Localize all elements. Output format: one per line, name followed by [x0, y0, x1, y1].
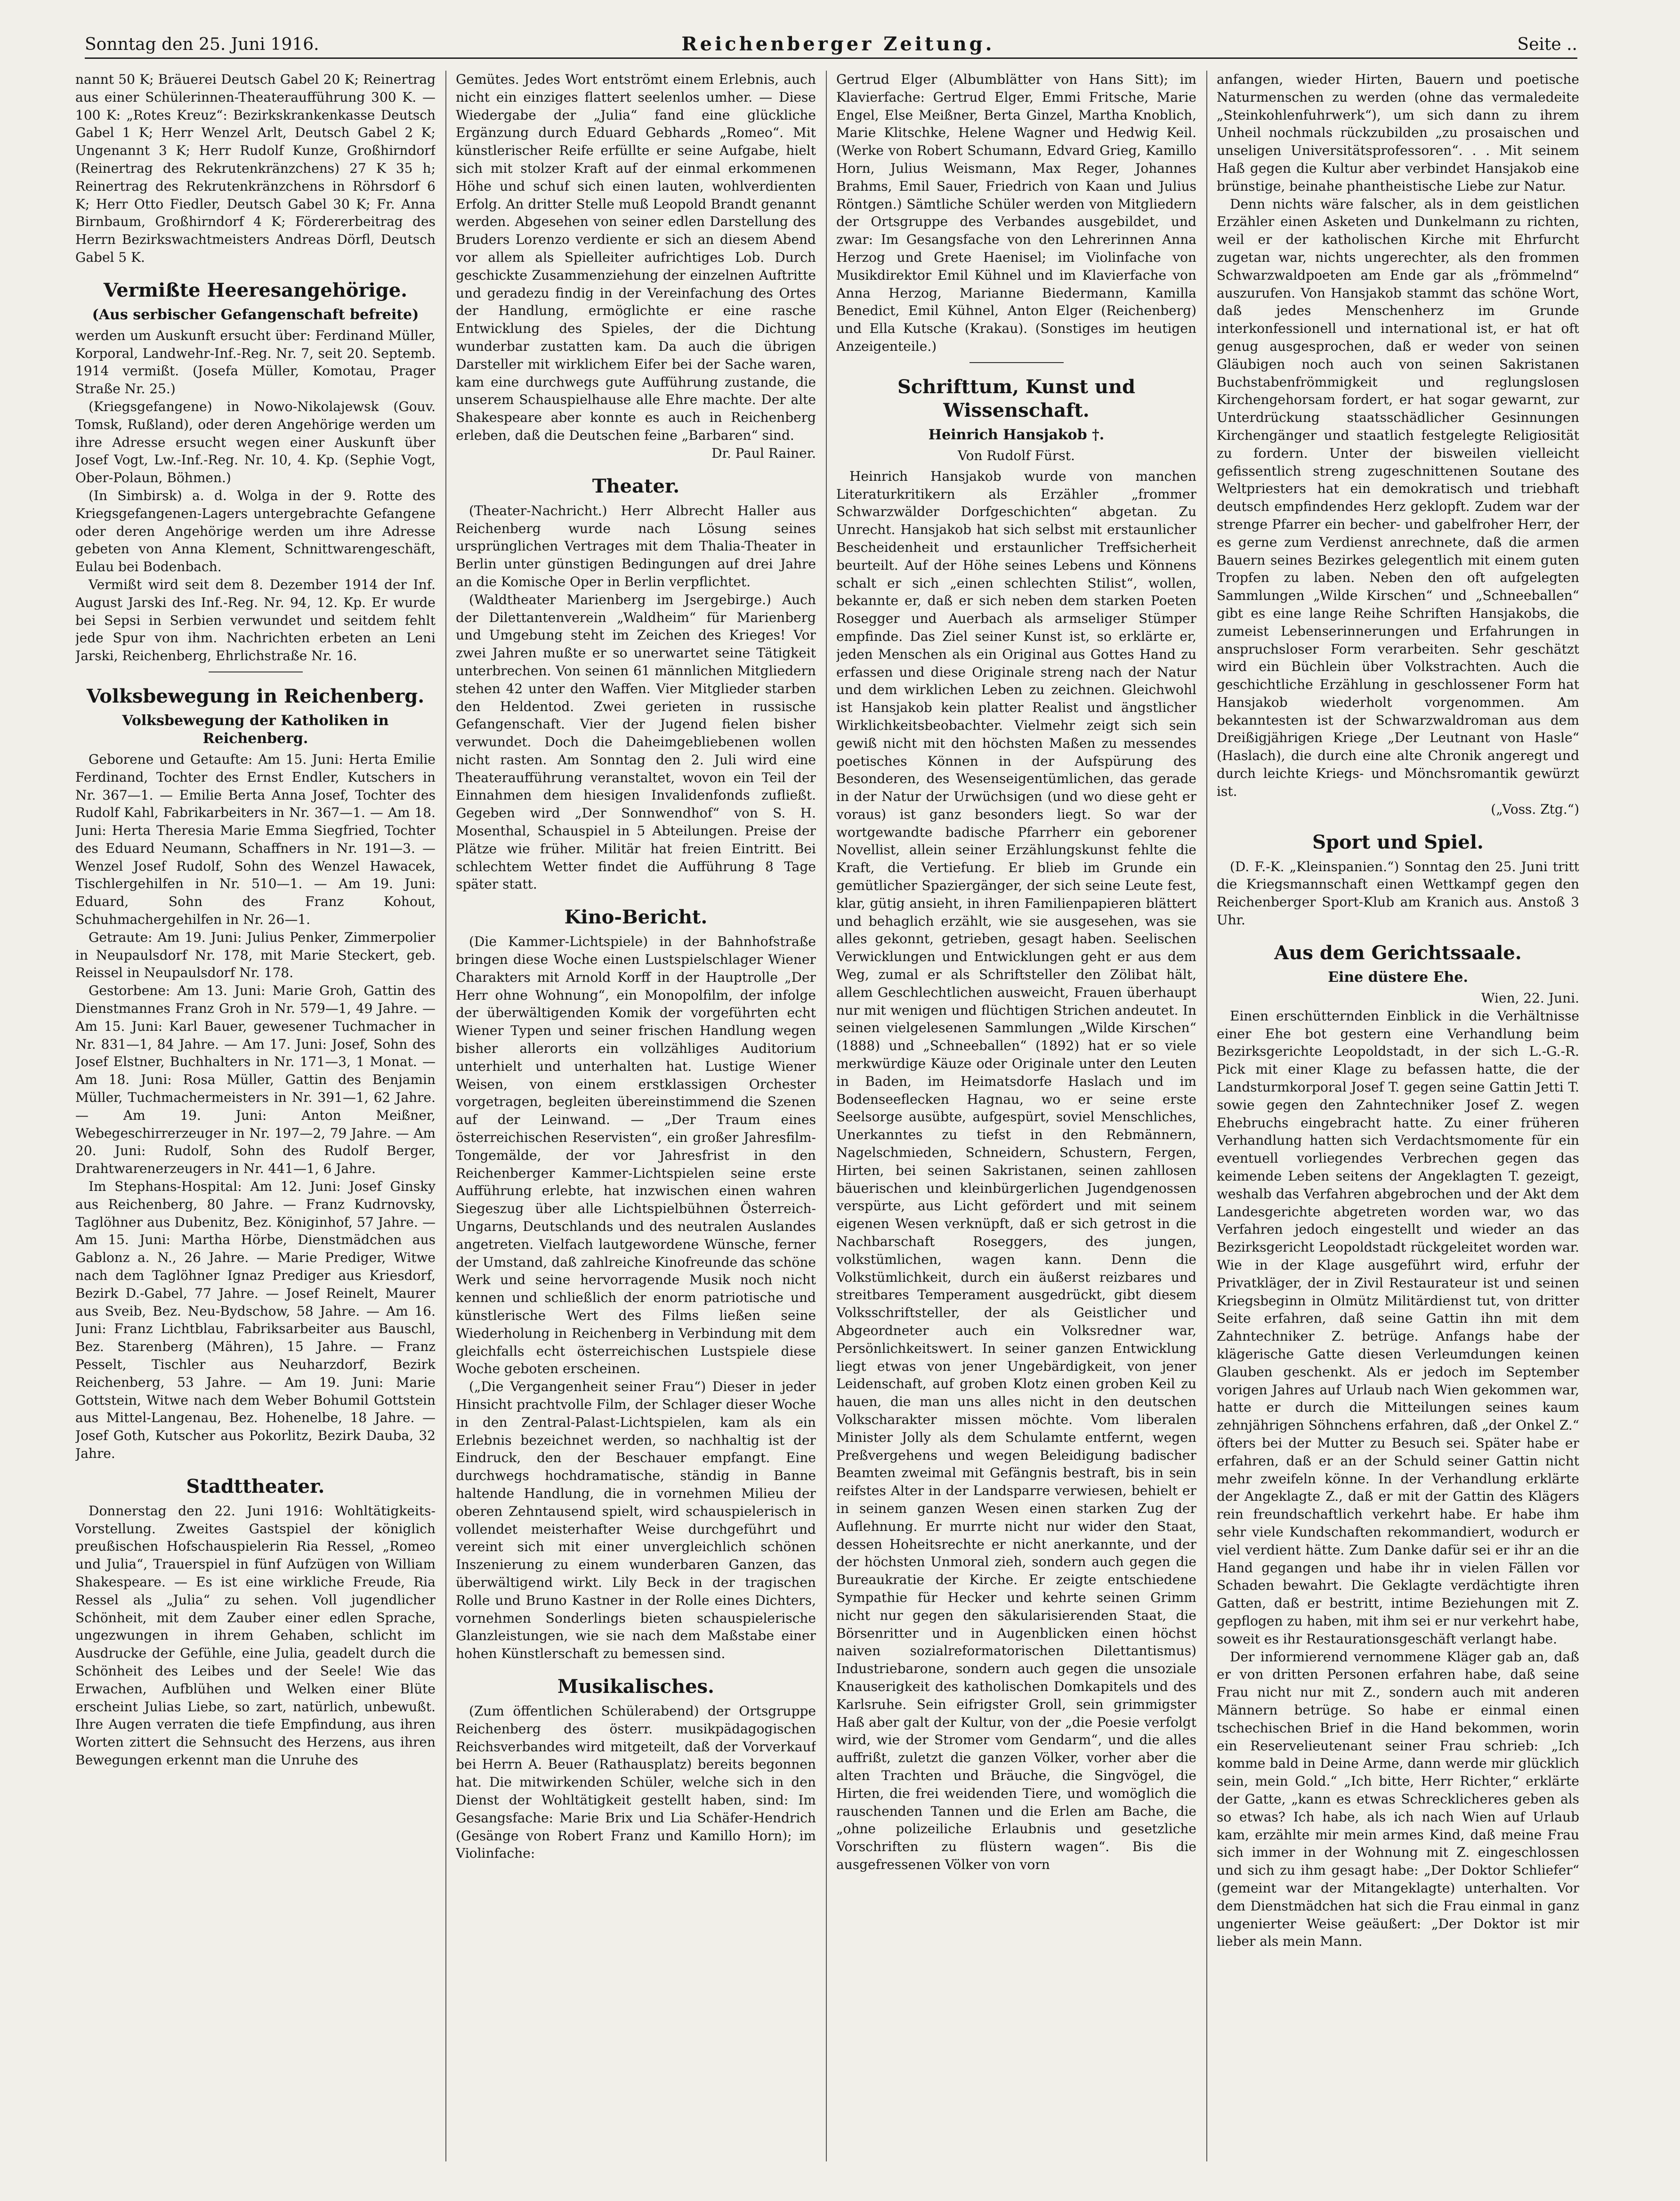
donation-list: nannt 50 K; Bräuerei Deutsch Gabel 20 K; Reinertrag aus einer Schülerinnen-Theateraufführung 300 K. — 100 K: „Rotes Kreuz“: Bezirkskrankenkasse Deutsch Gabel 1 K; Herr Wenzel Arlt, Deutsch Gabel 2 K; Ungenannt 3 K; Herr Rudolf Kunze, Großhirndorf (Reinertrag des Rekrutenkränzchens) 27 K 35 h; Reinertrag des Rekrutenkränzchens in Röhrsdorf 6 K; Herr Otto Fiedler, Deutsch Gabel 30 K; Fr. Anna Birnbaum, Großhirndorf 4 K; Fördererbeitrag des Herrn Bezirkswachtmeisters Andreas Dörfl, Deutsch Gabel 5 K.	[75, 72, 436, 265]
court-report: Der informierend vernommene Kläger gab an, daß er von dritten Personen erfahren habe, daß seine Frau nicht nur mit Z., sondern auch mit anderen Männern betrüge. So habe er einmal einen tschechischen Brief in die Hand bekommen, worin ein Reservelieutenant seiner Frau schrieb: „Ich komme bald in Deine Arme, dann werde mir glücklich sein, mein Gold.“ „Ich bitte, Herr Richter,“ erklärte der Gatte, „kann es etwas Schrecklicheres geben als so etwas? Ich habe, als ich nach Wien auf Urlaub kam, erzählte mir mein armes Kind, daß meine Frau sich immer in der Wohnung mit Z. eingeschlossen und sich zu ihm gesagt habe: „Der Doktor Schliefer“ (gemeint war der Mitangeklagte) unterhalten. Vor dem Dienstmädchen hat sich die Frau einmal in ganz ungenierter Weise geäußert: „Der Doktor ist mir lieber als mein Mann.	[1217, 1649, 1579, 1950]
theater-review-continued: Gemütes. Jedes Wort entströmt einem Erlebnis, auch nicht ein einziges flattert seelenlos umher. — Diese Wiedergabe der „Julia“ fand eine glückliche Ergänzung durch Eduard Gebhards „Romeo“. Mit künstlerischer Reife erfüllte er seine Aufgabe, hielt sich mit stolzer Kraft auf der einmal erkommenen Höhe und schuf sich einen lauten, wohlverdienten Erfolg. An dritter Stelle muß Leopold Brandt genannt werden. Abgesehen von seiner edlen Darstellung des Bruders Lorenzo verdiente er sich an diesem Abend vor allem als Spielleiter aufrichtiges Lob. Durch geschickte Zusammenziehung der einzelnen Auftritte und geradezu findig in der Vereinfachung des Ortes der Handlung, ermöglichte er eine rasche Entwicklung des Spieles, der die Dichtung wunderbar zustatten kam. Da auch die übrigen Darsteller mit wirklichem Eifer bei der Sache waren, kam eine durchwegs gute Aufführung zustande, die unserem Schauspielhause alle Ehre machte. Der alte Shakespeare aber konnte es auch in Reichenberg erleben, daß die Deutschen feine „Barbaren“ sind.	[456, 72, 816, 443]
subheading-catholic-population: Volksbewegung der Katholiken in Reichenberg.	[122, 712, 389, 747]
forest-theater-news: (Waldtheater Marienberg im Jsergebirge.) Auch der Dilettantenverein „Waldheim“ für Marienberg und Umgebung steht im Zeichen des Krieges! Vor zwei Jahren mußte er so unerwartet seine Tätigkeit unterbrechen. Von seinen 61 männlichen Mitgliedern stehen 42 unter den Waffen. Vier Mitglieder starben den Heldentod. Zwei gerieten in russische Gefangenschaft. Vier der Jugend fielen bisher verwundet. Doch die Daheimgebliebenen wollen nicht rasten. Am Sonntag den 2. Juli wird eine Theateraufführung veranstaltet, wovon ein Teil der Einnahmen dem hiesigen Invalidenfonds zufließt. Gegeben wird „Der Sonnwendhof“ von S. H. Mosenthal, Schauspiel in 5 Abteilungen. Preise der Plätze wie früher. Militär hat freien Eintritt. Bei schlechtem Wetter findet die Aufführung 8 Tage später statt.	[456, 591, 816, 892]
column-rule	[445, 71, 446, 2161]
hansjakob-article-continued: anfangen, wieder Hirten, Bauern und poetische Naturmenschen zu werden (ohne das vermaledeite „Steinkohlenfuhrwerk“), um sich dann zu ihrem Unheil nochmals rückzubilden „zu prosaischen und unseligen Universitätsprofessoren“. . . Mit seinem Haß gegen die Kultur aber verbindet Hansjakob eine brünstige, beinahe phantheistische Liebe zur Natur.	[1217, 72, 1579, 194]
article-source: („Voss. Ztg.“)	[1491, 801, 1579, 817]
hansjakob-article-continued: Denn nichts wäre falscher, als in dem geistlichen Erzähler einen Asketen und Dunkelmann zu richten, weil er der katholischen Kirche mit Ehrfurcht zugetan war, nichts ungerechter, als den frommen Schwarzwaldpoeten am Ende gar als „frömmelnd“ auszurufen. Von Hansjakob stammt das schöne Wort, daß jedes Menschenherz im Grunde interkonfessionell und international ist, er hat oft genug ausgesprochen, daß er weder von seinen Gläubigen noch auch von seinen Sakristanen Buchstabenfrömmigkeit und reglungslosen Kirchengehorsam fordert, er hat sogar gewarnt, zur Unterdrückung staatsschädlicher Gesinnungen Kirchengänger und staatlich festgelegte Religiosität zu fordern. Unter der bisweilen vielleicht gefissentlich streng zugeschnittenen Soutane des Weltpriesters hat ein demokratisch und triebhaft deutsch empfindendes Herz geklopft. Zudem war der strenge Pfarrer ein becher- und gabelfroher Herr, der es gerne zum Verdienst anrechnete, daß die armen Bauern seines Bezirkes gelegentlich mit einem guten Tropfen zu laben. Neben den oft aufgelegten Sammlungen „Wilde Kirschen“ und „Schneeballen“ gibt es eine lange Reihe Schriften Hansjakobs, die zumeist Lebenserinnerungen und Erfahrungen in anspruchsloser Form verarbeiten. Sehr geschätzt wird ein Büchlein über Volkstrachten. Auch die geschichtliche Erzählung in geschlossener Form hat Hansjakob wiederholt vorgenommen. Am bekanntesten ist der Schwarzwaldroman aus dem Dreißigjährigen Kriege „Der Leutnant von Hasle“ (Haslach), die durch eine alte Chronik angeregt und durch leichte Kriegs- und Mönchsromantik gewürzt ist.	[1217, 196, 1579, 799]
article-dateline: Wien, 22. Juni.	[1481, 990, 1579, 1006]
column-rule	[1206, 71, 1207, 2161]
births-list: Geborene und Getaufte: Am 15. Juni: Herta Emilie Ferdinand, Tochter des Ernst Endler, Kutschers in Nr. 367—1. — Emilie Berta Anna Josef, Tochter des Rudolf Kahl, Fabrikarbeiters in Nr. 367—1. — Am 18. Juni: Herta Theresia Marie Emma Siegfried, Tochter des Eduard Neumann, Schaffners in Nr. 191—3. — Wenzel Josef Rudolf, Sohn des Wenzel Hawacek, Tischlergehilfen in Nr. 510—1. — Am 19. Juni: Eduard, Sohn des Franz Kohout, Schuhmachergehilfen in Nr. 26—1.	[75, 751, 436, 928]
hospital-deaths-list: Im Stephans-Hospital: Am 12. Juni: Josef Ginsky aus Reichenberg, 80 Jahre. — Franz Kudrnovsky, Taglöhner aus Dubenitz, Bez. Königinhof, 57 Jahre. — Am 15. Juni: Martha Hörbe, Dienstmädchen aus Gablonz a. N., 26 Jahre. — Marie Prediger, Witwe nach dem Taglöhner Ignaz Prediger aus Kriesdorf, Bezirk D.-Gabel, 77 Jahre. — Josef Reinelt, Maurer aus Sveib, Bez. Neu-Bydschow, 58 Jahre. — Am 16. Juni: Franz Lichtblau, Fabriksarbeiter aus Bauschl, Bez. Starenberg (Mähren), 15 Jahre. — Franz Pesselt, Tischler aus Neuharzdorf, Bezirk Reichenberg, 53 Jahre. — Am 19. Juni: Marie Gottstein, Witwe nach dem Weber Bohumil Gottstein aus Mittel-Langenau, Bez. Hohenelbe, 18 Jahre. — Josef Goth, Kutscher aus Pokorlitz, Bezirk Dauba, 32 Jahre.	[75, 1179, 436, 1461]
section-heading-population: Volksbewegung in Reichenberg.	[86, 685, 425, 707]
column-4	[1217, 71, 1579, 2176]
section-heading-cinema: Kino-Bericht.	[564, 906, 708, 929]
missing-notice: (Kriegsgefangene) in Nowo-Nikolajewsk (Gouv. Tomsk, Rußland), oder deren Angehörige werden um ihre Adresse ersucht wegen einer Auskunft über Josef Vogt, Lw.-Inf.-Reg. Nr. 10, 4. Kp. (Sephie Vogt, Ober-Polaun, Böhmen.)	[75, 398, 436, 486]
theater-news: (Theater-Nachricht.) Herr Albrecht Haller aus Reichenberg wurde nach Lösung seines ursprünglichen Vertrages mit dem Thalia-Theater in Berlin unter günstigen Bedingungen auf drei Jahre an die Komische Oper in Berlin verpflichtet.	[456, 502, 816, 590]
missing-notice: (In Simbirsk) a. d. Wolga in der 9. Rotte des Kriegsgefangenen-Lagers untergebrachte Gefangene oder deren Angehörige werden um ihre Adresse gebeten von Anna Klement, Schnittwarengeschäft, Eulau bei Bodenbach.	[75, 487, 436, 575]
deaths-list: Gestorbene: Am 13. Juni: Marie Groh, Gattin des Dienstmannes Franz Groh in Nr. 579—1, 49 Jahre. — Am 15. Juni: Karl Bauer, gewesener Tuchmacher in Nr. 831—1, 84 Jahre. — Am 17. Juni: Josef, Sohn des Josef Elstner, Buchhalters in Nr. 171—3, 1 Monat. — Am 18. Juni: Rosa Müller, Gattin des Benjamin Müller, Tuchmachermeisters in Nr. 391—1, 62 Jahre. — Am 19. Juni: Anton Meißner, Webegeschirrerzeuger in Nr. 197—2, 79 Jahre. — Am 20. Juni: Rudolf, Sohn des Rudolf Berger, Drahtwarenerzeugers in Nr. 441—1, 6 Jahre.	[75, 983, 436, 1177]
section-heading-theater: Theater.	[592, 475, 680, 497]
section-heading-missing-soldiers: Vermißte Heeresangehörige.	[103, 279, 408, 301]
article-title-hansjakob: Heinrich Hansjakob †.	[928, 426, 1105, 443]
court-report: Einen erschütternden Einblick in die Verhältnisse einer Ehe bot gestern eine Verhandlung beim Bezirksgerichte Leopoldstadt, in der sich L.-G.-R. Pick mit einer Klage zu befassen hatte, die der Landsturmkorporal Josef T. gegen seine Gattin Jetti T. sowie gegen den Zahntechniker Josef Z. wegen Ehebruchs eingebracht hatte. Zu einer früheren Verhandlung hatten sich Verdachtsmomente für ein eventuell vorliegendes Verbrechen gegen das keimende Leben seitens der Angeklagten T. gezeigt, weshalb das Verfahren abgebrochen und der Akt dem Landesgerichte abgetreten worden war, wo das Verfahren jedoch eingestellt und wieder an das Bezirksgericht Leopoldstadt rückgeleitet worden war. Wie in der Klage ausgeführt wird, erfuhr der Privatkläger, der in Zivil Restaurateur ist und seinen Kriegsbeginn in Olmütz Militärdienst tut, von dritter Seite erfahren, daß seine Gattin ihn mit dem Zahntechniker Z. betrüge. Anfangs habe der klägerische Gatte diesen Verleumdungen keinen Glauben geschenkt. Als er jedoch im September vorigen Jahres auf Urlaub nach Wien gekommen war, hatte er durch die Mitteilungen seines kaum zehnjährigen Söhnchens erfahren, daß „der Onkel Z.“ öfters bei der Mutter zu Besuch sei. Später habe er erfahren, daß er an der Schuld seiner Gattin nicht mehr zweifeln könne. In der Verhandlung erklärte der Angeklagte Z., daß er mit der Gattin des Klägers rein freundschaftlich verkehrt habe. Er habe ihm sehr viele Kundschaften rekommandiert, wodurch er viel verdient hätte. Zum Danke dafür sei er ihr an die Hand gegangen und habe ihr in vielen Fällen vor Schaden bewahrt. Die Geklagte verdächtigte ihren Gatten, daß er bestritt, intime Beziehungen mit Z. gepflogen zu haben, mit ihm sei er nur verkehrt habe, soweit es ihr Restaurationsgeschäft verlangt habe.	[1217, 1008, 1579, 1647]
hansjakob-article: Heinrich Hansjakob wurde von manchen Literaturkritikern als Erzähler „frommer Schwarzwälder Dorfgeschichten“ abgetan. Zu Unrecht. Hansjakob hat sich selbst mit erstaunlicher Bescheidenheit und erstaunlicher Treffsicherheit beurteilt. Auf der Höhe seines Lebens und Könnens schalt er sich „einen schlechten Stilist“, wollen, bekannte er, daß er sich neben dem starken Poeten Rosegger und Auerbach als armseliger Stümper empfinde. Das Ziel seiner Kunst ist, so erklärte er, jeden Menschen als ein Original aus Gottes Hand zu erfassen und diese Originale streng nach der Natur und dem wirklichen Leben zu zeichnen. Gleichwohl ist Hansjakob kein platter Realist und ängstlicher Wirklichkeitsbeobachter. Vielmehr zeigt sich sein gewiß nicht mit den höchsten Maßen zu messendes poetisches Können in der Aufspürung des Besonderen, des Wesenseigentümlichen, das gerade in der Natur der Urwüchsigen (und wo diese geht er voraus) ist ganz besonders liegt. So war der wortgewandte badische Pfarrherr ein geborener Novellist, allein seiner Erzählungskunst fehlte die Kraft, die Vertiefung. Er blieb im Grunde ein gemütlicher Spaziergänger, der sich seine Leute fest, klar, gütig ansieht, in ihren Familienpapieren blättert und behaglich erzählt, wie sie ausgesehen, was sie alles gekonnt, getrieben, gesagt haben. Seelischen Verwicklungen und Entwicklungen geht er aus dem Weg, zumal er als Schriftsteller den Zölibat hält, allem Geschlechtlichen ausweicht, Frauen überhaupt nur mit wenigen und flüchtigen Strichen andeutet. In seinen vielgelesenen Sammlungen „Wilde Kirschen“ (1888) und „Schneeballen“ (1892) hat er so viele merkwürdige Käuze oder Originale unter den Leuten in Baden, im Heimatsdorfe Haslach und im Bodenseeflecken Hagnau, wo er seine erste Seelsorge ausübte, aufgespürt, soviel Menschliches, Unerkanntes zu tiefst in den Rebmännern, Nagelschmieden, Schneidern, Schustern, Fergen, Hirten, bei seinen Sakristanen, seinen zahllosen bäuerischen und kleinbürgerlichen Jugendgenossen verspürte, aus Licht gefördert und mit seinem eigenen Wesen verknüpft, daß er sich getrost in die Nachbarschaft Roseggers, des jungen, volkstümlichen, wagen kann. Denn die Volkstümlichkeit, durch ein äußerst reizbares und streitbares Temperament ausgedrückt, gibt diesem Volksschriftsteller, der als Geistlicher und Abgeordneter auch ein Volksredner war, Persönlichkeitswert. In seiner ganzen Entwicklung liegt etwas von jener Ungebärdigkeit, von jener Leidenschaft, auf groben Klotz einen groben Keil zu hauen, die man uns alles nicht in den deutschen Volkscharakter missen möchte. Vom liberalen Minister Jolly als dem Schulamte entfernt, wegen Preßvergehens und wegen Beleidigung badischer Beamten zweimal mit Gefängnis bestraft, bis in sein reifstes Alter in der Landsparre verwiesen, behielt er in seinem ganzen Wesen einen starken Zug der Auflehnung. Er murrte nicht nur wider den Staat, dessen Hoheitsrechte er nicht anerkannte, und der der höchsten Unmoral zieh, sondern auch gegen die Bureaukratie der Kirche. Er zeigte entschiedene Sympathie für Hecker und kehrte seinen Grimm nicht nur gegen den säkularisierenden Staat, die Börsenritter und in Augenblicken einen höchst naiven sozialreformatorischen Dilettantismus) Industriebarone, sondern auch gegen die unsoziale Knauserigkeit des katholischen Domkapitels und des Karlsruhe. Sein eifrigster Groll, sein grimmigster Haß aber galt der Kultur, von der „die Poesie verfolgt wird, wie der Stromer vom Gendarm“, und die alles auffrißt, zuletzt die ganzen Völker, vorher aber die alten Trachten und Bräuche, die Singvögel, die Hirten, die frei weidenden Tiere, und womöglich die rauschenden Tannen und die Erlen am Bache, die „ohne polizeiliche Erlaubnis und gesetzliche Vorschriften zu flüstern wagen“. Bis die ausgefressenen Völker von vorn	[836, 468, 1196, 1872]
cinema-report: („Die Vergangenheit seiner Frau“) Dieser in jeder Hinsicht prachtvolle Film, der Schlager dieser Woche in den Zentral-Palast-Lichtspielen, kam als ein Erlebnis bezeichnet werden, so nachhaltig ist der Eindruck, den der Beschauer empfangt. Eine durchwegs hochdramatische, ständig in Banne haltende Handlung, die in vornehmen Milieu der oberen Zehntausend spielt, wird schauspielerisch in vollendet meisterhafter Weise durchgeführt und vereint sich mit einer unvergleichlich schönen Inszenierung zu einem wunderbaren Ganzen, das überwältigend wirkt. Lily Beck in der tragischen Rolle und Bruno Kastner in der Rolle eines Dichters, vornehmen Sonderlings bieten schauspielerische Glanzleistungen, wie sie nach dem Maßstabe einer hohen Künstlerschaft zu bemessen sind.	[456, 1379, 816, 1662]
cinema-report: (Die Kammer-Lichtspiele) in der Bahnhofstraße bringen diese Woche einen Lustspielschlager Wiener Charakters mit Arnold Korff in der Hauptrolle „Der Herr ohne Wohnung“, ein Monopolfilm, der infolge der überwältigenden Komik der vorgeführten echt Wiener Typen und seiner frischen Handlung wegen bisher allerorts ein vollzähliges Auditorium unterhielt und unterhalten hat. Lustige Wiener Weisen, von einem erstklassigen Orchester vorgetragen, begleiten übereinstimmend die Szenen auf der Leinwand. — „Der Traum eines österreichischen Reservisten“, ein großer Jahresfilm-Tongemälde, der vor Jahresfrist in den Reichenberger Kammer-Lichtspielen seine erste Aufführung erlebte, hat inzwischen einen wahren Siegeszug über alle Lichtspielbühnen Österreich-Ungarns, Deutschlands und des neutralen Auslandes angetreten. Vielfach lautgewordene Wünsche, ferner der Umstand, daß zahlreiche Kinofreunde das schöne Werk und seine hervorragende Musik noch nicht kennen und schließlich der enorm patriotische und künstlerische Wert des Films ließen seine Wiederholung in Reichenberg in Verbindung mit dem gleichfalls echt österreichischen Lustspiele diese Woche geboten erscheinen.	[456, 934, 816, 1377]
subheading-freed-prisoners: (Aus serbischer Gefangenschaft befreite)	[92, 306, 419, 323]
theater-review: Donnerstag den 22. Juni 1916: Wohltätigkeits-Vorstellung. Zweites Gastspiel der königlich preußischen Hofschauspielerin Ria Ressel, „Romeo und Julia“, Trauerspiel in fünf Aufzügen von William Shakespeare. — Es ist eine wirkliche Freude, Ria Ressel als „Julia“ zu sehen. Voll jugendlicher Schönheit, mit dem Zauber einer edlen Sprache, ungezwungen in ihrem Gehaben, schlicht im Ausdrucke der Gefühle, eine Julia, geadelt durch die Schönheit des Leibes und der Seele! Wie das Erwachen, Aufblühen und Welken einer Blüte erscheint Julias Liebe, so zart, natürlich, unbewußt. Ihre Augen verraten die tiefe Empfindung, aus ihren Worten zittert die Sehnsucht des Herzens, aus ihren Bewegungen erkennt man die Unruhe des	[75, 1503, 436, 1768]
masthead-page-number: Seite ..	[1517, 35, 1577, 54]
missing-notice: werden um Auskunft ersucht über: Ferdinand Müller, Korporal, Landwehr-Inf.-Reg. Nr. 7, seit 20. Septemb. 1914 vermißt. (Josefa Müller, Komotau, Prager Straße Nr. 25.)	[75, 327, 436, 397]
missing-notice: Vermißt wird seit dem 8. Dezember 1914 der Inf. August Jarski des Inf.-Reg. Nr. 94, 12. Kp. Er wurde bei Sepsi in Serbien verwundet und seitdem fehlt jede Spur von ihm. Nachrichten erbeten an Leni Jarski, Reichenberg, Ehrlichstraße Nr. 16.	[75, 576, 436, 664]
column-2	[456, 71, 816, 2176]
column-3	[836, 71, 1196, 2176]
column-rule	[826, 71, 827, 2161]
divider	[969, 362, 1064, 363]
sport-notice: (D. F.-K. „Kleinspanien.“) Sonntag den 25. Juni tritt die Kriegsmannschaft einen Wettkampf gegen den Reichenberger Sport-Klub am Kranich aus. Anstoß 3 Uhr.	[1217, 858, 1579, 928]
masthead-title: Reichenberger Zeitung.	[681, 33, 995, 55]
article-byline: Von Rudolf Fürst.	[958, 447, 1075, 463]
section-heading-literature: Schrifttum, Kunst und Wissenschaft.	[897, 375, 1136, 421]
music-notice-continued: Gertrud Elger (Albumblätter von Hans Sitt); im Klavierfache: Gertrud Elger, Emmi Fritsche, Marie Engel, Else Meißner, Berta Ginzel, Martha Knoblich, Marie Klitschke, Helene Wagner und Hedwig Keil. (Werke von Robert Schumann, Edvard Grieg, Kamillo Horn, Julius Weismann, Max Reger, Johannes Brahms, Emil Sauer, Friedrich von Kaan und Julius Röntgen.) Sämtliche Schüler werden von Mitgliedern der Ortsgruppe des Verbandes ausgebildet, und zwar: Im Gesangsfache von den Lehrerinnen Anna Herzog und Grete Haenisel; im Violinfache von Musikdirektor Emil Kühnel und im Klavierfache von Anna Herzog, Marianne Biedermann, Kamilla Benedict, Emil Kühnel, Anton Elger (Reichenberg) und Ella Kutsche (Krakau). (Sonstiges im heutigen Anzeigenteile.)	[836, 72, 1196, 354]
masthead	[85, 33, 1577, 59]
article-title-marriage: Eine düstere Ehe.	[1328, 969, 1468, 986]
column-1	[75, 71, 436, 2176]
masthead-date: Sonntag den 25. Juni 1916.	[85, 35, 319, 54]
music-notice: (Zum öffentlichen Schülerabend) der Ortsgruppe Reichenberg des österr. musikpädagogischen Reichsverbandes wird mitgeteilt, daß der Vorverkauf bei Herrn A. Beuer (Rathausplatz) bereits begonnen hat. Die mitwirkenden Schüler, welche sich in den Dienst der Wohltätigkeit gestellt haben, sind: Im Gesangsfache: Marie Brix und Lia Schäfer-Hendrich (Gesänge von Robert Franz und Kamillo Horn); im Violinfache:	[456, 1703, 816, 1861]
section-heading-city-theater: Stadttheater.	[186, 1475, 325, 1497]
marriages-list: Getraute: Am 19. Juni: Julius Penker, Zimmerpolier in Neupaulsdorf Nr. 178, mit Marie Steckert, geb. Reissel in Neupaulsdorf Nr. 178.	[75, 929, 436, 981]
review-signature: Dr. Paul Rainer.	[711, 445, 816, 461]
section-heading-sport: Sport und Spiel.	[1312, 831, 1484, 853]
section-heading-music: Musikalisches.	[557, 1675, 714, 1698]
section-heading-court: Aus dem Gerichtssaale.	[1274, 941, 1522, 964]
